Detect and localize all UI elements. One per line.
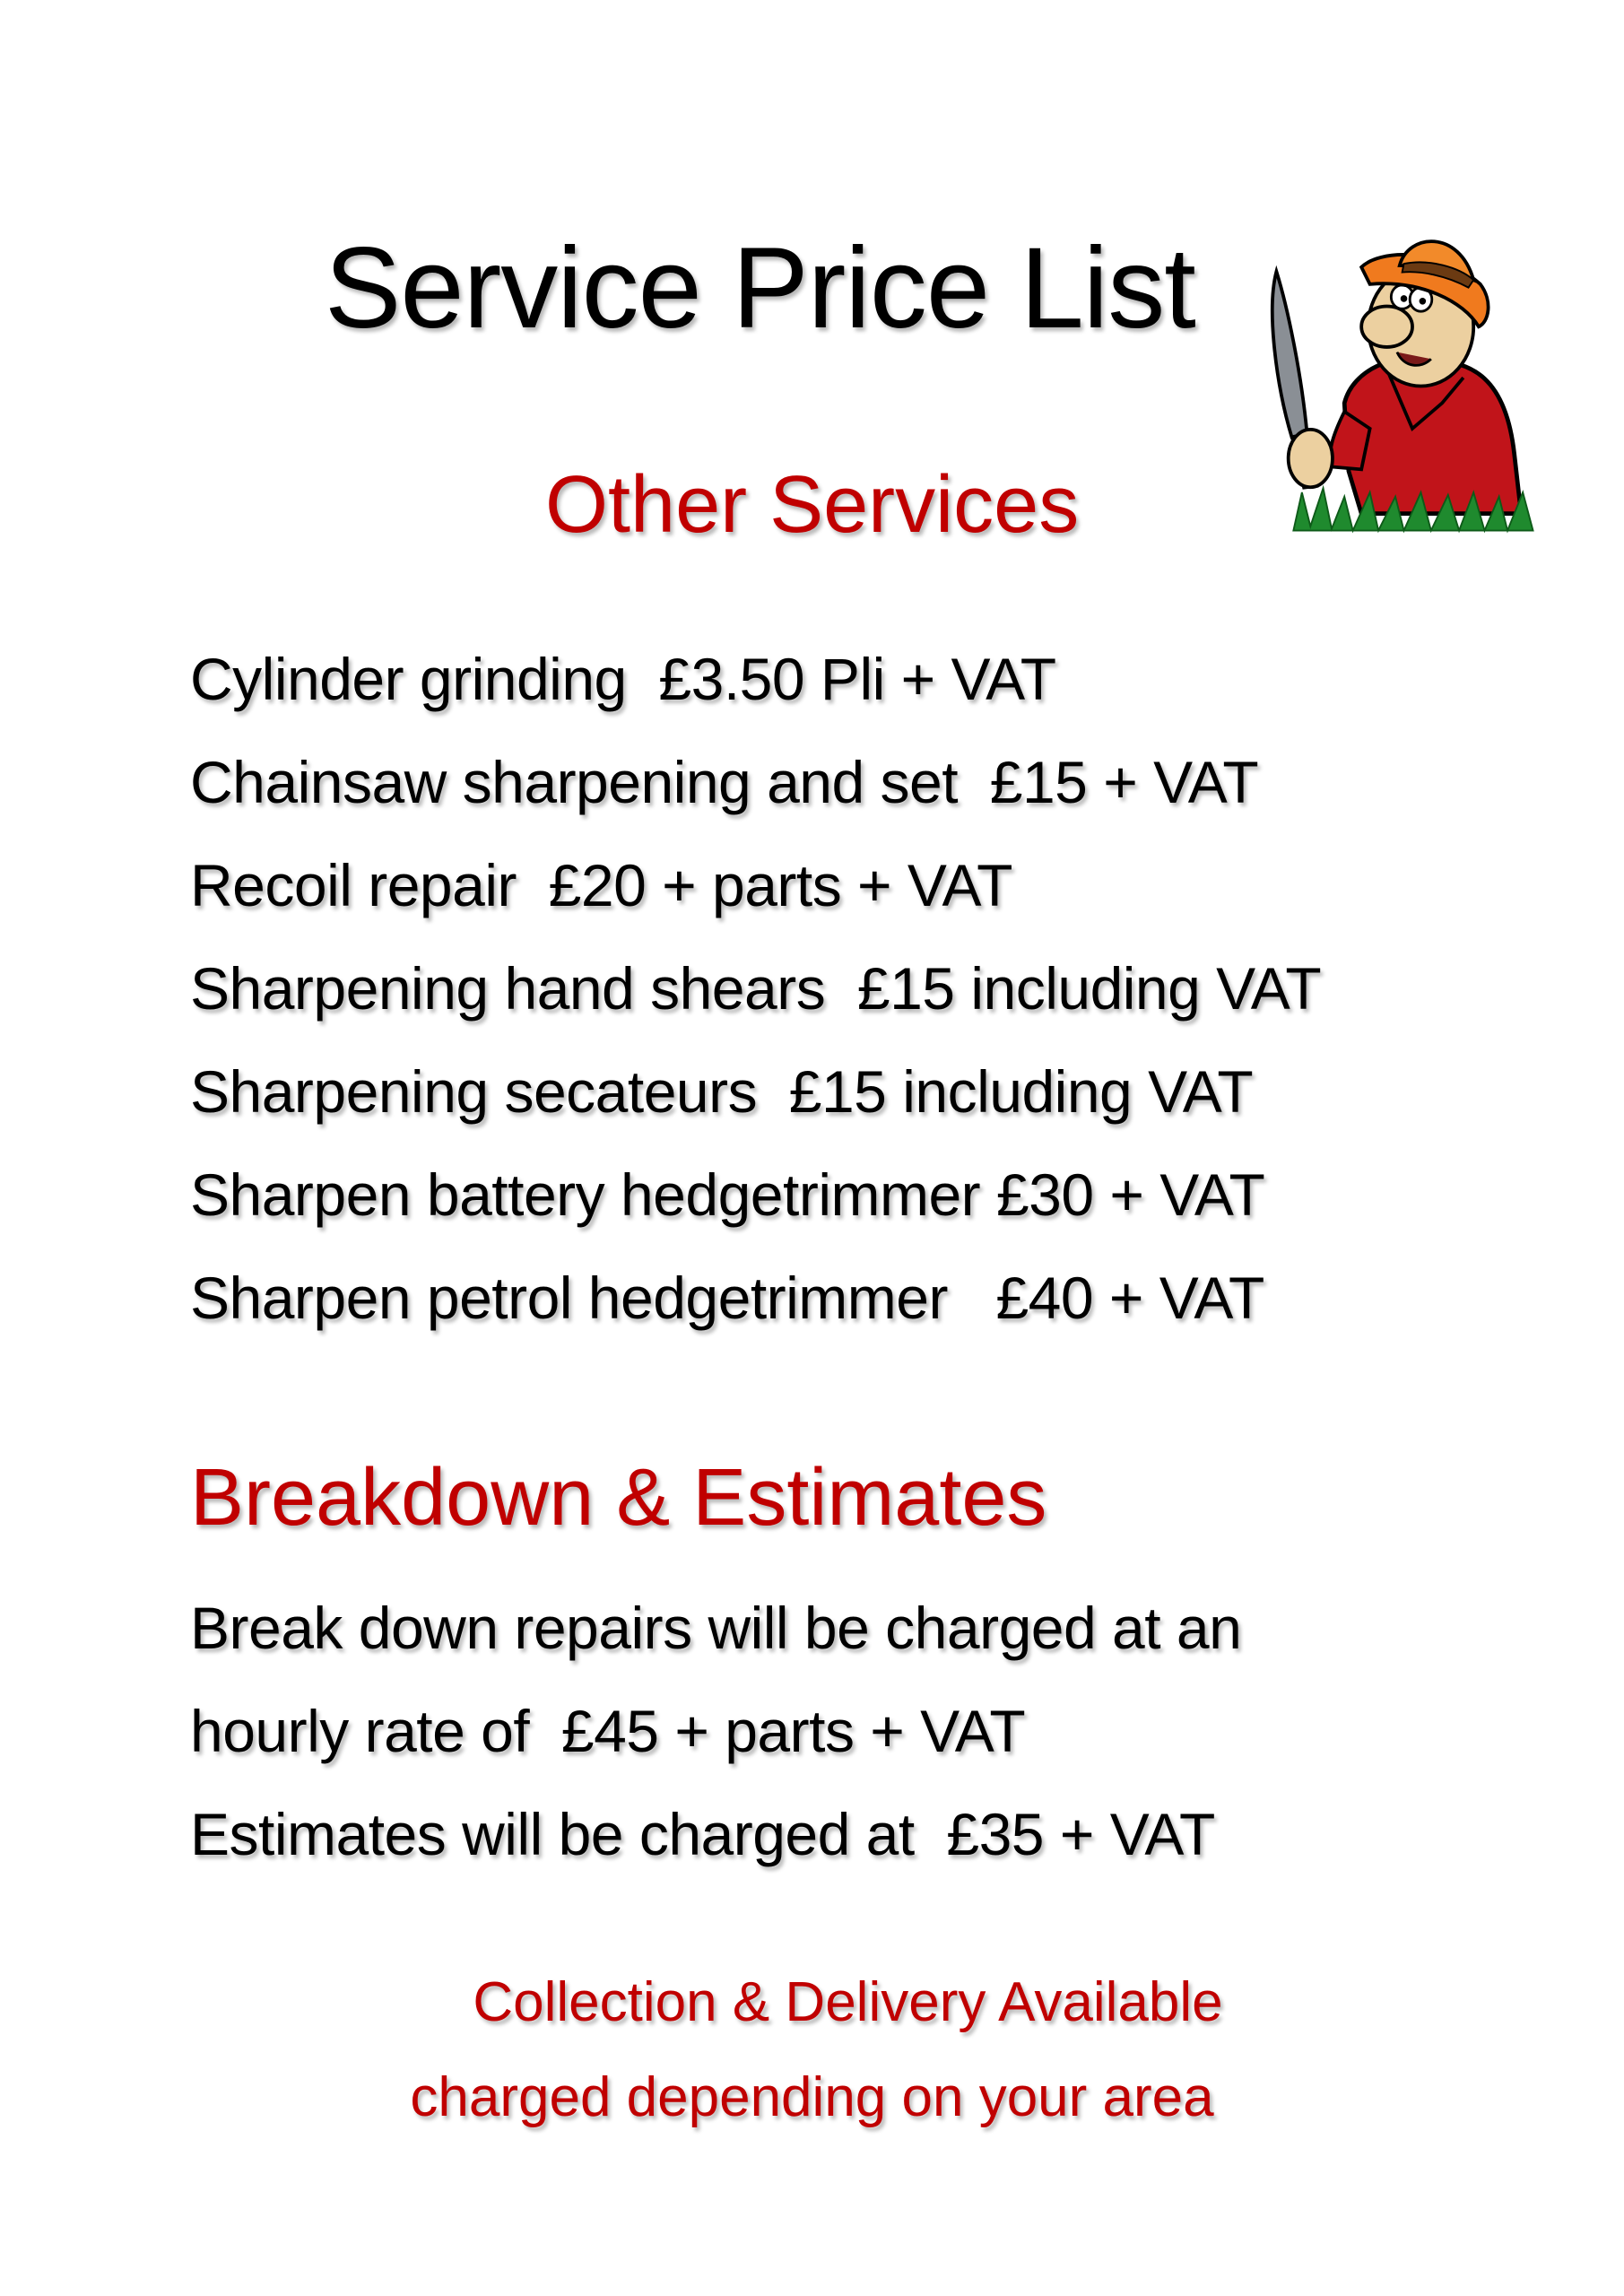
delivery-charge-text: charged depending on your area <box>410 2066 1214 2128</box>
list-item: Sharpening hand shears £15 including VAT <box>190 955 1322 1022</box>
list-item: Sharpen petrol hedgetrimmer £40 + VAT <box>190 1265 1264 1331</box>
footer-note <box>0 1955 1624 2145</box>
list-item: Chainsaw sharpening and set £15 + VAT <box>190 749 1259 815</box>
list-item: Cylinder grinding £3.50 Pli + VAT <box>190 646 1056 712</box>
list-item: Recoil repair £20 + parts + VAT <box>190 852 1012 918</box>
list-item: Sharpen battery hedgetrimmer £30 + VAT <box>190 1161 1265 1228</box>
breakdown-line: Break down repairs will be charged at an <box>190 1595 1242 1661</box>
breakdown-text <box>190 1577 1241 1886</box>
section-heading-other-services: Other Services <box>545 460 1080 550</box>
breakdown-line: hourly rate of £45 + parts + VAT <box>190 1698 1026 1764</box>
gardener-with-machete-icon <box>1251 233 1574 556</box>
collection-delivery-text: Collection & Delivery Available <box>473 1971 1223 2033</box>
breakdown-line: Estimates will be charged at £35 + VAT <box>190 1801 1215 1867</box>
other-services-list <box>190 628 1321 1350</box>
gardener-mascot-icon <box>1251 233 1574 556</box>
section-heading-breakdown-estimates: Breakdown & Estimates <box>190 1453 1047 1543</box>
list-item: Sharpening secateurs £15 including VAT <box>190 1058 1254 1125</box>
page-title: Service Price List <box>325 224 1195 352</box>
